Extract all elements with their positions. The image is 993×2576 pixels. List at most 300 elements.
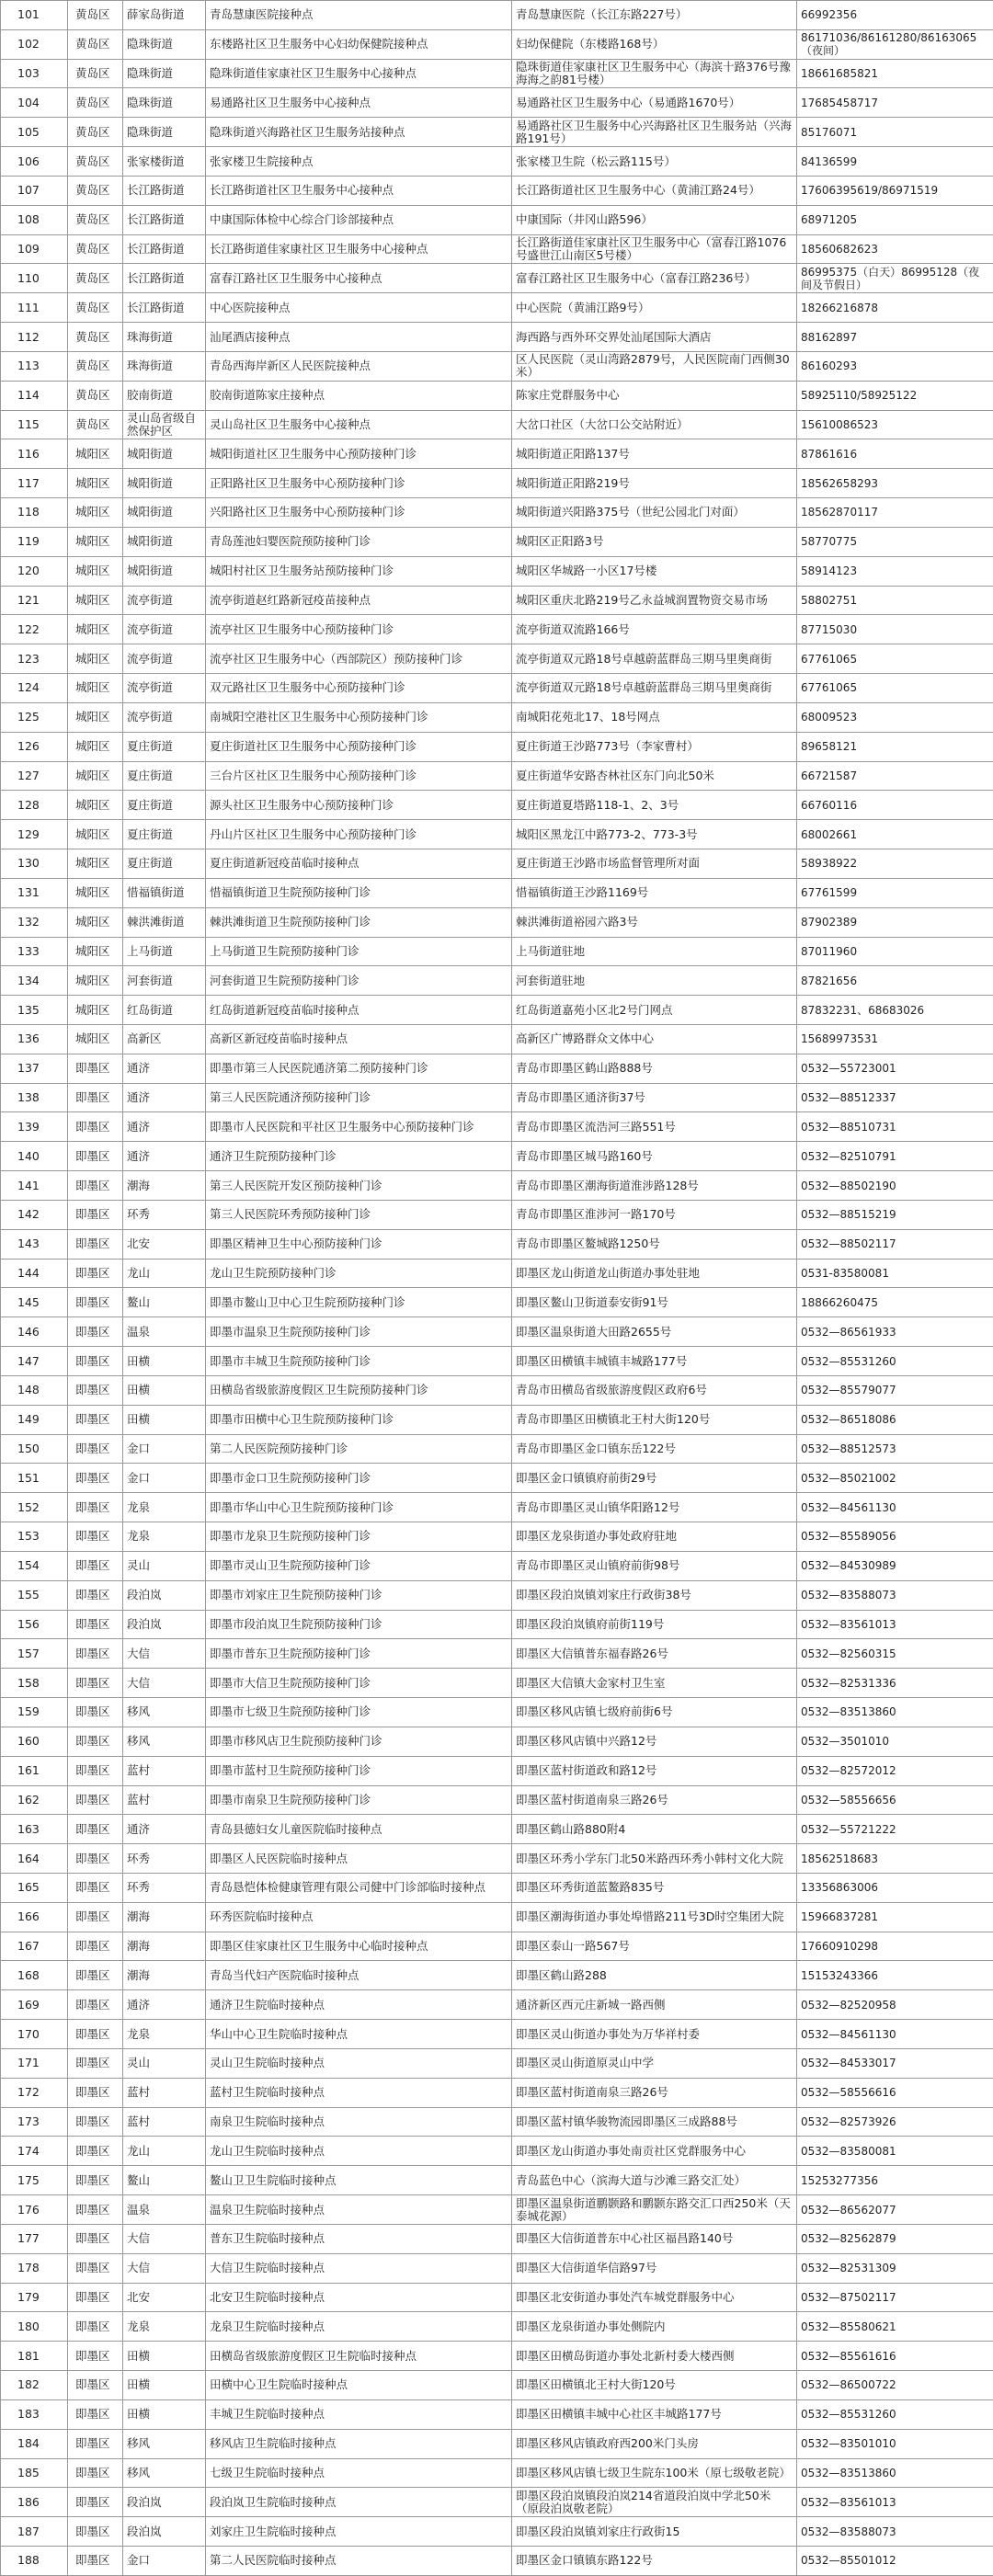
address-cell: 中康国际（井冈山路596）: [512, 205, 797, 234]
street-cell: 段泊岚: [123, 1580, 206, 1610]
row-number: 181: [1, 2342, 68, 2371]
address-cell: 流亭街道双元路18号卓越蔚蓝群岛三期马里奥商街: [512, 644, 797, 674]
address-cell: 城阳区黑龙江中路773-2、773-3号: [512, 820, 797, 849]
district-cell: 即墨区: [68, 1083, 123, 1112]
table-row: [1, 205, 993, 234]
street-cell: 段泊岚: [123, 2488, 206, 2517]
phone-cell: 68002661: [797, 820, 993, 849]
district-cell: 黄岛区: [68, 1, 123, 30]
street-cell: 长江路街道: [123, 264, 206, 293]
table-row: [1, 176, 993, 205]
street-cell: 隐珠街道: [123, 118, 206, 147]
phone-cell: 13356863006: [797, 1874, 993, 1903]
phone-cell: 15610086523: [797, 410, 993, 439]
address-cell: 即墨区田横镇丰城中心社区丰城路177号: [512, 2399, 797, 2429]
address-cell: 海西路与西外环交界处汕尾国际大酒店: [512, 323, 797, 352]
street-cell: 大信: [123, 1639, 206, 1669]
address-cell: 即墨区灵山街道办事处为万华祥村委: [512, 2020, 797, 2049]
site-name-cell: 即墨区精神卫生中心预防接种门诊: [206, 1229, 512, 1259]
district-cell: 即墨区: [68, 1054, 123, 1083]
district-cell: 城阳区: [68, 966, 123, 996]
district-cell: 即墨区: [68, 2283, 123, 2312]
row-number: 135: [1, 996, 68, 1025]
row-number: 188: [1, 2547, 68, 2576]
table-row: [1, 1288, 993, 1317]
district-cell: 即墨区: [68, 1259, 123, 1288]
row-number: 144: [1, 1259, 68, 1288]
row-number: 129: [1, 820, 68, 849]
site-name-cell: 即墨市丰城卫生院预防接种门诊: [206, 1347, 512, 1376]
address-cell: 即墨区鹤山路288: [512, 1961, 797, 1990]
row-number: 157: [1, 1639, 68, 1669]
table-row: [1, 1902, 993, 1932]
street-cell: 鳌山: [123, 1288, 206, 1317]
row-number: 134: [1, 966, 68, 996]
street-cell: 移风: [123, 2458, 206, 2488]
row-number: 167: [1, 1932, 68, 1961]
row-number: 104: [1, 88, 68, 118]
site-name-cell: 城阳村社区卫生服务站预防接种门诊: [206, 556, 512, 586]
row-number: 109: [1, 234, 68, 264]
site-name-cell: 兴阳路社区卫生服务中心预防接种门诊: [206, 498, 512, 528]
table-row: [1, 1756, 993, 1785]
address-cell: 即墨区段泊岚镇府前街119号: [512, 1610, 797, 1639]
street-cell: 环秀: [123, 1200, 206, 1229]
phone-cell: 67761599: [797, 878, 993, 907]
table-row: [1, 761, 993, 791]
phone-cell: 58914123: [797, 556, 993, 586]
table-row: [1, 1669, 993, 1698]
phone-cell: 0532—87502117: [797, 2283, 993, 2312]
phone-cell: 58770775: [797, 527, 993, 556]
table-row: [1, 2195, 993, 2225]
phone-cell: 0532—85531260: [797, 2399, 993, 2429]
street-cell: 城阳街道: [123, 498, 206, 528]
address-cell: 即墨区田横岛街道办事处北新村委大楼西侧: [512, 2342, 797, 2371]
table-row: [1, 2283, 993, 2312]
site-name-cell: 田横中心卫生院临时接种点: [206, 2371, 512, 2400]
street-cell: 夏庄街道: [123, 761, 206, 791]
street-cell: 温泉: [123, 1317, 206, 1347]
site-name-cell: 即墨市华山中心卫生院预防接种门诊: [206, 1493, 512, 1522]
phone-cell: 66760116: [797, 791, 993, 820]
row-number: 170: [1, 2020, 68, 2049]
address-cell: 即墨区大信镇普东福春路26号: [512, 1639, 797, 1669]
row-number: 103: [1, 59, 68, 88]
site-name-cell: 长江路街道社区卫生服务中心接种点: [206, 176, 512, 205]
table-row: [1, 2107, 993, 2137]
table-row: [1, 1434, 993, 1464]
address-cell: 中心医院（黄浦江路9号）: [512, 293, 797, 323]
row-number: 142: [1, 1200, 68, 1229]
row-number: 160: [1, 1727, 68, 1756]
district-cell: 即墨区: [68, 2020, 123, 2049]
street-cell: 龙泉: [123, 1493, 206, 1522]
table-row: [1, 1580, 993, 1610]
row-number: 119: [1, 527, 68, 556]
district-cell: 城阳区: [68, 702, 123, 732]
address-cell: 长江路街道社区卫生服务中心（黄浦江路24号）: [512, 176, 797, 205]
address-cell: 即墨区蓝村街道政和路12号: [512, 1756, 797, 1785]
district-cell: 即墨区: [68, 1434, 123, 1464]
table-row: [1, 1785, 993, 1815]
address-cell: 即墨区蓝村街道南泉三路26号: [512, 1785, 797, 1815]
street-cell: 龙泉: [123, 2020, 206, 2049]
site-name-cell: 隐珠街道兴海路社区卫生服务站接种点: [206, 118, 512, 147]
table-row: [1, 2166, 993, 2195]
row-number: 178: [1, 2253, 68, 2283]
address-cell: 青岛市即墨区金口镇东岳122号: [512, 1434, 797, 1464]
site-name-cell: 上马街道卫生院预防接种门诊: [206, 937, 512, 966]
table-row: [1, 2371, 993, 2400]
row-number: 115: [1, 410, 68, 439]
table-row: [1, 2312, 993, 2342]
address-cell: 妇幼保健院（东楼路168号）: [512, 29, 797, 59]
row-number: 108: [1, 205, 68, 234]
phone-cell: 0532—82572012: [797, 1756, 993, 1785]
row-number: 105: [1, 118, 68, 147]
address-cell: 夏庄街道华安路杏林社区东门向北50米: [512, 761, 797, 791]
row-number: 117: [1, 469, 68, 498]
address-cell: 即墨区龙泉街道办事处政府驻地: [512, 1522, 797, 1552]
street-cell: 长江路街道: [123, 176, 206, 205]
phone-cell: 0532—83588073: [797, 2517, 993, 2547]
row-number: 101: [1, 1, 68, 30]
phone-cell: 0532—82573926: [797, 2107, 993, 2137]
table-row: [1, 1493, 993, 1522]
district-cell: 即墨区: [68, 1874, 123, 1903]
district-cell: 黄岛区: [68, 264, 123, 293]
phone-cell: 0531-83580081: [797, 1259, 993, 1288]
district-cell: 即墨区: [68, 2137, 123, 2166]
street-cell: 隐珠街道: [123, 29, 206, 59]
street-cell: 惜福镇街道: [123, 878, 206, 907]
site-name-cell: 龙山卫生院临时接种点: [206, 2137, 512, 2166]
district-cell: 城阳区: [68, 820, 123, 849]
street-cell: 夏庄街道: [123, 820, 206, 849]
phone-cell: 66721587: [797, 761, 993, 791]
district-cell: 即墨区: [68, 2547, 123, 2576]
site-name-cell: 大信卫生院临时接种点: [206, 2253, 512, 2283]
district-cell: 即墨区: [68, 1815, 123, 1844]
row-number: 136: [1, 1024, 68, 1054]
district-cell: 城阳区: [68, 644, 123, 674]
address-cell: 城阳区华城路一小区17号楼: [512, 556, 797, 586]
site-name-cell: 三台片区社区卫生服务中心预防接种门诊: [206, 761, 512, 791]
phone-cell: 0532—55723001: [797, 1054, 993, 1083]
row-number: 175: [1, 2166, 68, 2195]
table-row: [1, 1610, 993, 1639]
district-cell: 城阳区: [68, 849, 123, 879]
phone-cell: 84136599: [797, 147, 993, 177]
street-cell: 胶南街道: [123, 381, 206, 410]
site-name-cell: 流亭街道赵红路新冠疫苗接种点: [206, 586, 512, 615]
row-number: 161: [1, 1756, 68, 1785]
table-row: [1, 439, 993, 469]
address-cell: 即墨区田横镇丰城镇丰城路177号: [512, 1347, 797, 1376]
phone-cell: 86171036/86161280/86163065（夜间）: [797, 29, 993, 59]
table-row: [1, 1347, 993, 1376]
site-name-cell: 第二人民医院预防接种门诊: [206, 1434, 512, 1464]
district-cell: 即墨区: [68, 2399, 123, 2429]
table-row: [1, 1142, 993, 1171]
street-cell: 流亭街道: [123, 615, 206, 644]
table-row: [1, 1200, 993, 1229]
district-cell: 黄岛区: [68, 59, 123, 88]
address-cell: 南城阳花苑北17、18号网点: [512, 702, 797, 732]
street-cell: 河套街道: [123, 966, 206, 996]
row-number: 116: [1, 439, 68, 469]
site-name-cell: 移风店卫生院临时接种点: [206, 2429, 512, 2458]
address-cell: 即墨区龙泉街道办事处侧院内: [512, 2312, 797, 2342]
site-name-cell: 龙山卫生院预防接种门诊: [206, 1259, 512, 1288]
district-cell: 黄岛区: [68, 147, 123, 177]
street-cell: 龙泉: [123, 1522, 206, 1552]
address-cell: 长江路街道佳家康社区卫生服务中心（富春江路1076号盛世江山南区5号楼）: [512, 234, 797, 264]
site-name-cell: 即墨市第三人民医院通济第二预防接种门诊: [206, 1054, 512, 1083]
address-cell: 城阳街道兴阳路375号（世纪公园北门对面）: [512, 498, 797, 528]
row-number: 177: [1, 2224, 68, 2253]
district-cell: 即墨区: [68, 2078, 123, 2107]
site-name-cell: 棘洪滩街道卫生院预防接种门诊: [206, 907, 512, 937]
table-row: [1, 1083, 993, 1112]
table-row: [1, 2399, 993, 2429]
row-number: 138: [1, 1083, 68, 1112]
table-row: [1, 1259, 993, 1288]
site-name-cell: 南城阳空港社区卫生服务中心预防接种门诊: [206, 702, 512, 732]
phone-cell: 18562658293: [797, 469, 993, 498]
phone-cell: 15689973531: [797, 1024, 993, 1054]
table-row: [1, 29, 993, 59]
street-cell: 长江路街道: [123, 234, 206, 264]
district-cell: 即墨区: [68, 1756, 123, 1785]
address-cell: 即墨区大信街道普东中心社区福昌路140号: [512, 2224, 797, 2253]
street-cell: 龙泉: [123, 2312, 206, 2342]
street-cell: 蓝村: [123, 2107, 206, 2137]
site-name-cell: 丰城卫生院临时接种点: [206, 2399, 512, 2429]
street-cell: 灵山: [123, 2048, 206, 2078]
district-cell: 即墨区: [68, 1902, 123, 1932]
row-number: 186: [1, 2488, 68, 2517]
site-name-cell: 隐珠街道佳家康社区卫生服务中心接种点: [206, 59, 512, 88]
row-number: 133: [1, 937, 68, 966]
street-cell: 夏庄街道: [123, 791, 206, 820]
site-name-cell: 即墨市南泉卫生院预防接种门诊: [206, 1785, 512, 1815]
row-number: 159: [1, 1698, 68, 1727]
district-cell: 即墨区: [68, 2488, 123, 2517]
district-cell: 黄岛区: [68, 29, 123, 59]
address-cell: 即墨区灵山街道原灵山中学: [512, 2048, 797, 2078]
district-cell: 黄岛区: [68, 118, 123, 147]
street-cell: 环秀: [123, 1874, 206, 1903]
table-row: [1, 1844, 993, 1874]
street-cell: 温泉: [123, 2195, 206, 2225]
street-cell: 金口: [123, 1434, 206, 1464]
district-cell: 黄岛区: [68, 351, 123, 381]
street-cell: 通济: [123, 1083, 206, 1112]
address-cell: 即墨区泰山一路567号: [512, 1932, 797, 1961]
street-cell: 大信: [123, 2224, 206, 2253]
address-cell: 即墨区蓝村街道南泉三路26号: [512, 2078, 797, 2107]
address-cell: 即墨区北安街道办事处汽车城党群服务中心: [512, 2283, 797, 2312]
site-name-cell: 中心医院接种点: [206, 293, 512, 323]
address-cell: 即墨区段泊岚镇刘家庄行政街38号: [512, 1580, 797, 1610]
street-cell: 灵山: [123, 1551, 206, 1580]
address-cell: 青岛市即墨区流浩河三路551号: [512, 1112, 797, 1142]
site-name-cell: 富春江路社区卫生服务中心接种点: [206, 264, 512, 293]
row-number: 146: [1, 1317, 68, 1347]
district-cell: 黄岛区: [68, 205, 123, 234]
site-name-cell: 鳌山卫卫生院临时接种点: [206, 2166, 512, 2195]
phone-cell: 0532—84561130: [797, 1493, 993, 1522]
table-row: [1, 2020, 993, 2049]
table-row: [1, 615, 993, 644]
table-row: [1, 702, 993, 732]
street-cell: 大信: [123, 1669, 206, 1698]
row-number: 140: [1, 1142, 68, 1171]
address-cell: 青岛市即墨区通济街37号: [512, 1083, 797, 1112]
street-cell: 段泊岚: [123, 1610, 206, 1639]
site-name-cell: 即墨市段泊岚卫生院预防接种门诊: [206, 1610, 512, 1639]
street-cell: 潮海: [123, 1961, 206, 1990]
site-name-cell: 第三人民医院环秀预防接种门诊: [206, 1200, 512, 1229]
address-cell: 即墨区移风店镇中兴路12号: [512, 1727, 797, 1756]
row-number: 137: [1, 1054, 68, 1083]
site-name-cell: 即墨市大信卫生院预防接种门诊: [206, 1669, 512, 1698]
district-cell: 即墨区: [68, 1639, 123, 1669]
address-cell: 青岛市即墨区淮涉河一路170号: [512, 1200, 797, 1229]
table-row: [1, 2517, 993, 2547]
address-cell: 城阳区正阳路3号: [512, 527, 797, 556]
district-cell: 即墨区: [68, 2371, 123, 2400]
table-row: [1, 469, 993, 498]
table-row: [1, 966, 993, 996]
address-cell: 即墨区大信街道华信路97号: [512, 2253, 797, 2283]
street-cell: 移风: [123, 1698, 206, 1727]
phone-cell: 86995375（白天）86995128（夜间及节假日）: [797, 264, 993, 293]
row-number: 158: [1, 1669, 68, 1698]
street-cell: 城阳街道: [123, 556, 206, 586]
row-number: 147: [1, 1347, 68, 1376]
site-name-cell: 流亭社区卫生服务中心预防接种门诊: [206, 615, 512, 644]
phone-cell: 87832231、68683026: [797, 996, 993, 1025]
row-number: 162: [1, 1785, 68, 1815]
address-cell: 即墨区环秀小学东门北50米路西环秀小韩村文化大院: [512, 1844, 797, 1874]
table-row: [1, 1054, 993, 1083]
street-cell: 移风: [123, 1727, 206, 1756]
address-cell: 城阳街道正阳路219号: [512, 469, 797, 498]
site-name-cell: 第三人民医院通济预防接种门诊: [206, 1083, 512, 1112]
address-cell: 城阳区重庆北路219号乙永益城润置物资交易市场: [512, 586, 797, 615]
row-number: 106: [1, 147, 68, 177]
row-number: 184: [1, 2429, 68, 2458]
street-cell: 流亭街道: [123, 674, 206, 703]
site-name-cell: 青岛恳恺体检健康管理有限公司健中门诊部临时接种点: [206, 1874, 512, 1903]
phone-cell: 0532—84533017: [797, 2048, 993, 2078]
address-cell: 高新区广博路群众文体中心: [512, 1024, 797, 1054]
district-cell: 即墨区: [68, 1610, 123, 1639]
address-cell: 大岔口社区（大岔口公交站附近）: [512, 410, 797, 439]
phone-cell: 18560682623: [797, 234, 993, 264]
phone-cell: 87011960: [797, 937, 993, 966]
site-name-cell: 第三人民医院开发区预防接种门诊: [206, 1171, 512, 1201]
site-name-cell: 即墨市七级卫生院预防接种门诊: [206, 1698, 512, 1727]
address-cell: 即墨区段泊岚镇刘家庄行政街15: [512, 2517, 797, 2547]
street-cell: 隐珠街道: [123, 59, 206, 88]
phone-cell: 0532—88512337: [797, 1083, 993, 1112]
street-cell: 段泊岚: [123, 2517, 206, 2547]
phone-cell: 0532—82562879: [797, 2224, 993, 2253]
district-cell: 城阳区: [68, 996, 123, 1025]
row-number: 126: [1, 732, 68, 761]
row-number: 151: [1, 1464, 68, 1493]
table-row: [1, 937, 993, 966]
district-cell: 城阳区: [68, 791, 123, 820]
district-cell: 即墨区: [68, 1229, 123, 1259]
table-row: [1, 791, 993, 820]
site-name-cell: 第二人民医院临时接种点: [206, 2547, 512, 2576]
district-cell: 即墨区: [68, 1288, 123, 1317]
site-name-cell: 温泉卫生院临时接种点: [206, 2195, 512, 2225]
phone-cell: 87902389: [797, 907, 993, 937]
table-row: [1, 147, 993, 177]
site-name-cell: 东楼路社区卫生服务中心妇幼保健院接种点: [206, 29, 512, 59]
district-cell: 即墨区: [68, 2048, 123, 2078]
row-number: 173: [1, 2107, 68, 2137]
row-number: 153: [1, 1522, 68, 1552]
address-cell: 青岛市即墨区鳌城路1250号: [512, 1229, 797, 1259]
site-name-cell: 易通路社区卫生服务中心接种点: [206, 88, 512, 118]
row-number: 149: [1, 1405, 68, 1434]
site-name-cell: 通济卫生院临时接种点: [206, 1990, 512, 2020]
row-number: 123: [1, 644, 68, 674]
table-row: [1, 88, 993, 118]
phone-cell: 87861616: [797, 439, 993, 469]
row-number: 185: [1, 2458, 68, 2488]
row-number: 131: [1, 878, 68, 907]
phone-cell: 0532—85561616: [797, 2342, 993, 2371]
phone-cell: 18661685821: [797, 59, 993, 88]
site-name-cell: 华山中心卫生院临时接种点: [206, 2020, 512, 2049]
street-cell: 隐珠街道: [123, 88, 206, 118]
street-cell: 夏庄街道: [123, 849, 206, 879]
site-name-cell: 青岛当代妇产医院临时接种点: [206, 1961, 512, 1990]
street-cell: 蓝村: [123, 1756, 206, 1785]
phone-cell: 15253277356: [797, 2166, 993, 2195]
site-name-cell: 段泊岚卫生院临时接种点: [206, 2488, 512, 2517]
street-cell: 灵山岛省级自然保护区: [123, 410, 206, 439]
address-cell: 区人民医院（灵山湾路2879号，人民医院南门西侧30米）: [512, 351, 797, 381]
address-cell: 即墨区鳌山卫街道泰安街91号: [512, 1288, 797, 1317]
table-row: [1, 1405, 993, 1434]
table-row: [1, 1375, 993, 1405]
row-number: 179: [1, 2283, 68, 2312]
street-cell: 田横: [123, 1405, 206, 1434]
row-number: 118: [1, 498, 68, 528]
phone-cell: 18562518683: [797, 1844, 993, 1874]
phone-cell: 0532—86562077: [797, 2195, 993, 2225]
street-cell: 城阳街道: [123, 527, 206, 556]
site-name-cell: 流亭社区卫生服务中心（西部院区）预防接种门诊: [206, 644, 512, 674]
phone-cell: 87821656: [797, 966, 993, 996]
phone-cell: 18266216878: [797, 293, 993, 323]
district-cell: 城阳区: [68, 586, 123, 615]
phone-cell: 0532—88515219: [797, 1200, 993, 1229]
address-cell: 红岛街道嘉苑小区北2号门网点: [512, 996, 797, 1025]
street-cell: 流亭街道: [123, 586, 206, 615]
phone-cell: 0532—88512573: [797, 1434, 993, 1464]
district-cell: 即墨区: [68, 2429, 123, 2458]
